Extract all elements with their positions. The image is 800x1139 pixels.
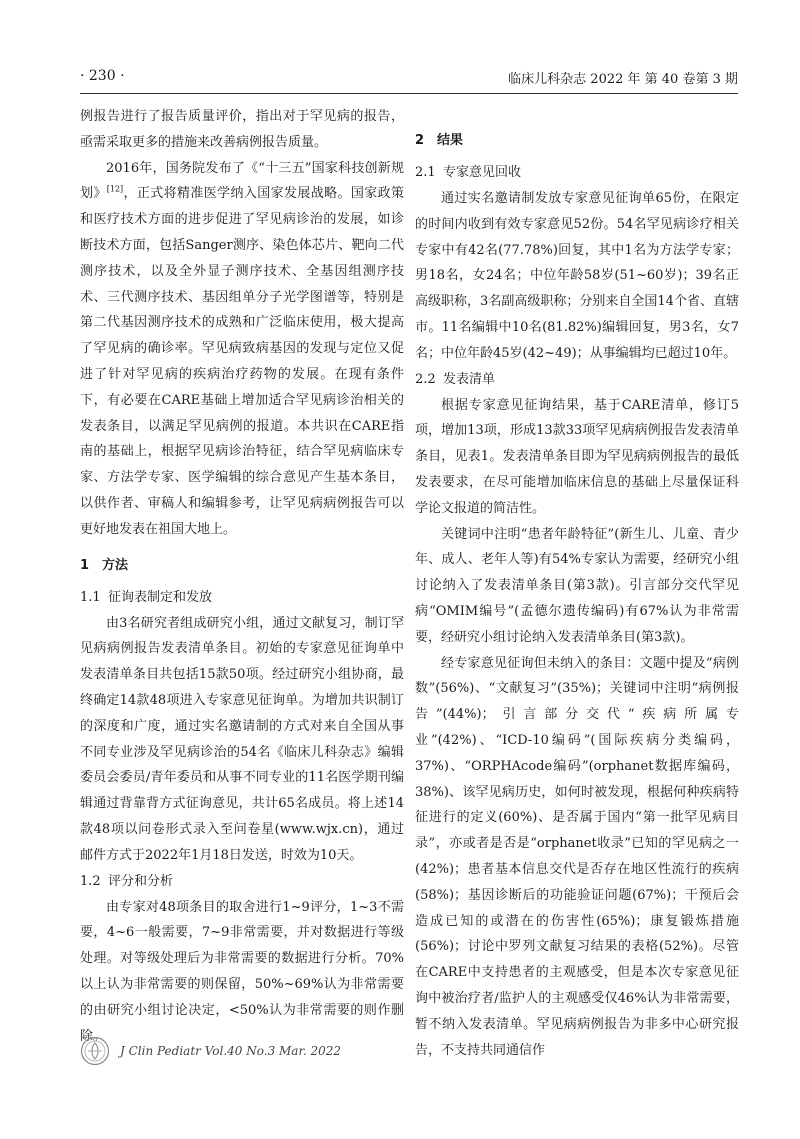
paragraph-questionnaire: 由3名研究者组成研究小组，通过文献复习，制订罕见病病例报告发表清单条目。初始的专家意见征询单中发表清单条目共包括15款50项。经过研究小组协商，最终确定14款48项进入专家意见征询单。为增加共识制订的深度和广度，通过实名邀请制的方式对来自全国从事不同专业涉及罕见病诊治的54名《临床儿科杂志》编辑委员会委员/青年委员和从事不同专业的11名医学期刊编辑通过背靠背方式征询意见，共计65名成员。将上述14款48项以问卷形式录入至问卷星(www.wjx.cn)，通过邮件方式于2022年1月18日发送，时效为10天。: [80, 615, 404, 863]
subsection-title: 评分和分析: [108, 873, 174, 889]
subsection-number: 2.1: [415, 165, 436, 180]
page-header: [0, 62, 800, 92]
citation-ref: [12]: [106, 185, 124, 195]
paragraph-keywords: 关键词中注明“患者年龄特征”(新生儿、儿童、青少年、成人、老年人等)有54%专家认为需要，经研究小组讨论纳入了发表清单条目(第3款)。引言部分交代罕见病“OMIM编号”(孟德尔遗传编码)有67%认为非常需要，经研究小组讨论纳入发表清单条目(第3款)。: [415, 526, 739, 645]
paragraph-continued: 例报告进行了报告质量评价，指出对于罕见病的报告，亟需采取更多的措施来改善病例报告质量。: [80, 109, 404, 150]
section-heading-results: [415, 128, 739, 154]
section-number: 1: [80, 557, 90, 573]
subsection-title: 专家意见回收: [443, 165, 522, 180]
journal-running-title: 临床儿科杂志 2022 年 第 40 卷第 3 期: [508, 72, 738, 87]
journal-logo-icon: [80, 1036, 110, 1066]
paragraph-scoring: 由专家对48项条目的取舍进行1~9评分，1~3不需要，4~6一般需要，7~9非常需要，并对数据进行等级处理。对等级处理后为非常需要的数据进行分析。70%以上认为非常需要的则保留，50%~69%认为非常需要的由研究小组讨论决定，<50%认为非常需要的则作删除。: [80, 899, 404, 1044]
paragraph-response: 通过实名邀请制发放专家意见征询单65份，在限定的时间内收到有效专家意见52份。54名罕见病诊疗相关专家中有42名(77.78%)回复，其中1名为方法学专家；男18名，女24名；中位年龄58岁(51~60岁)；39名正高级职称，3名副高级职称；分别来自全国14个省、直辖市。11名编辑中10名(81.82%)编辑回复，男3名，女7名；中位年龄45岁(42~49)；从事编辑均已超过10年。: [415, 191, 739, 361]
left-column: [80, 104, 404, 1049]
subsection-number: 1.2: [80, 873, 101, 889]
footer-citation: J Clin Pediatr Vol.40 No.3 Mar. 2022: [120, 1044, 342, 1058]
subsection-number: 1.1: [80, 589, 101, 605]
paragraph-checklist: 根据专家意见征询结果，基于CARE清单，修订5项，增加13项，形成13款33项罕见病病例报告发表清单条目，见表1。发表清单条目即为罕见病病例报告的最低发表要求，在尽可能增加临床信息的基础上尽量保证科学论文报道的简洁性。: [415, 397, 739, 516]
paragraph-policy: [80, 156, 404, 543]
section-number: 2: [415, 133, 425, 148]
subsection-title: 征询表制定和发放: [108, 589, 213, 605]
paragraph-text: ，正式将精准医学纳入国家发展战略。国家政策和医疗技术方面的进步促进了罕见病诊治的发展，如诊断技术方面，包括Sanger测序、染色体芯片、靶向二代测序技术，以及全外显子测序技术、全基因组测序技术、三代测序技术、基因组单分子光学图谱等，特别是第二代基因测序技术的成熟和广泛临床使用，极大提高了罕见病的确诊率。罕见病致病基因的发现与定位又促进了针对罕见病的疾病治疗药物的发展。在现有条件下，有必要在CARE基础上增加适合罕见病诊治相关的发表条目，以满足罕见病例的报道。本共识在CARE指南的基础上，根据罕见病诊治特征，结合罕见病临床专家、方法学专家、医学编辑的综合意见产生基本条目，以供作者、审稿人和编辑参考，让罕见病病例报告可以更好地发表在祖国大地上。: [80, 186, 404, 537]
header-rule: [80, 93, 738, 94]
subsection-title: 发表清单: [443, 371, 496, 387]
page-number: · 230 ·: [80, 68, 125, 84]
paragraph-excluded-items: 经专家意见征询但未纳入的条目：文题中提及“病例数”(56%)、“文献复习”(35%)；关键词中注明“病例报告”(44%)；引言部分交代“疾病所属专业”(42%)、“ICD-10编码”(国际疾病分类编码，37%)、“ORPHAcode编码”(orphanet数据库编码，38%)、该罕见病历史，如何时被发现，根据何种疾病特征进行的定义(60%)、是否属于国内“第一批罕见病目录”，亦或者是否是“orphanet收录”已知的罕见病之一(42%)；患者基本信息交代是否存在地区性流行的疾病(58%)；基因诊断后的功能验证问题(67%)；干预后会造成已知的或潜在的伤害性(65%)；康复锻炼措施(56%)；讨论中罗列文献复习结果的表格(52%)。尽管在CARE中支持患者的主观感受，但是本次专家意见征询中被治疗者/监护人的主观感受仅46%认为非常需要，暂不纳入发表清单。罕见病病例报告为非多中心研究报告，不支持共同通信作: [415, 655, 739, 1058]
section-title: 结果: [437, 133, 464, 148]
paragraph-text: 2016年，国务院发布了《“十三五”国家科技创新规划》: [80, 160, 404, 202]
right-column: [415, 104, 739, 1063]
subsection-heading-1-2: [80, 869, 404, 895]
subsection-number: 2.2: [415, 371, 436, 387]
subsection-heading-2-1: [415, 160, 739, 186]
section-heading-methods: [80, 553, 404, 579]
subsection-heading-2-2: [415, 367, 739, 393]
section-title: 方法: [102, 557, 129, 573]
subsection-heading-1-1: [80, 585, 404, 611]
